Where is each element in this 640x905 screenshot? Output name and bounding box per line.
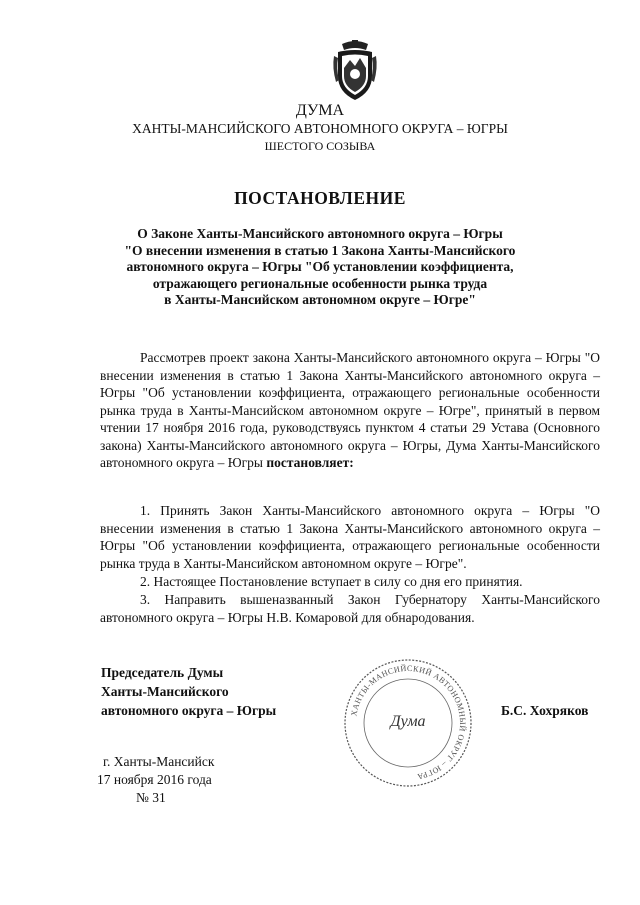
- resolution-item: 2. Настоящее Постановление вступает в силу со дня его принятия.: [140, 574, 523, 589]
- resolution-item: 3. Направить вышеназванный Закон Губернатору Ханты-Мансийского автономного округа – Югры Н.В. Комаровой для обнародования.: [100, 592, 600, 625]
- signatory-title-line: Председатель Думы: [101, 665, 224, 680]
- document-subject: [0, 226, 640, 309]
- stamp-center-text: Дума: [390, 713, 426, 730]
- subject-line: "О внесении изменения в статью 1 Закона Ханты-Мансийского: [124, 242, 516, 258]
- document-number: № 31: [136, 790, 166, 805]
- preamble-text: Рассмотрев проект закона Ханты-Мансийского автономного округа – Югры "О внесении изменения в статью 1 Закона Ханты-Мансийского автономного округа – Югры "Об установлении коэффициента, отражающего региональные особенности рынка труда в Ханты-Мансийском автономном округе – Югре", принятый в первом чтении 17 ноября 2016 года, руководствуясь пунктом 4 статьи 29 Устава (Основного закона) Ханты-Мансийского автономного округа – Югры, Дума Ханты-Мансийского автономного округа – Югры: [100, 350, 600, 470]
- city: г. Ханты-Мансийск: [103, 754, 215, 769]
- official-stamp: [341, 656, 475, 790]
- signatory-title-line: автономного округа – Югры: [101, 703, 277, 718]
- signatory-name: Б.С. Хохряков: [501, 703, 589, 718]
- stamp-ring-text: ХАНТЫ-МАНСИЙСКИЙ АВТОНОМНЫЙ ОКРУГ – ЮГРА: [349, 663, 468, 782]
- subject-line: О Законе Ханты-Мансийского автономного округа – Югры: [137, 226, 503, 241]
- signatory-title-line: Ханты-Мансийского: [101, 684, 229, 699]
- subject-line: автономного округа – Югры "Об установлении коэффициента,: [126, 259, 514, 274]
- resolution-item: 1. Принять Закон Ханты-Мансийского автономного округа – Югры "О внесении изменения в статью 1 Закона Ханты-Мансийского автономного округа – Югры "Об установлении коэффициента, отражающего региональные особенности рынка труда в Ханты-Мансийском автономном округе – Югре".: [100, 503, 600, 571]
- date: 17 ноября 2016 года: [97, 772, 212, 787]
- region-title: ХАНТЫ-МАНСИЙСКОГО АВТОНОМНОГО ОКРУГА – ЮГРЫ: [132, 121, 508, 136]
- convocation-title: ШЕСТОГО СОЗЫВА: [264, 139, 376, 153]
- coat-of-arms-emblem: [330, 38, 380, 102]
- signatory-title: [101, 663, 276, 720]
- resolves-word: постановляет:: [266, 455, 354, 470]
- duma-title: ДУМА: [295, 102, 345, 119]
- document-type: ПОСТАНОВЛЕНИЕ: [234, 188, 406, 208]
- subject-line: отражающего региональные особенности рынка труда: [152, 275, 488, 291]
- preamble-paragraph: [100, 349, 600, 472]
- subject-line: в Ханты-Мансийском автономном округе – Югре": [164, 292, 476, 307]
